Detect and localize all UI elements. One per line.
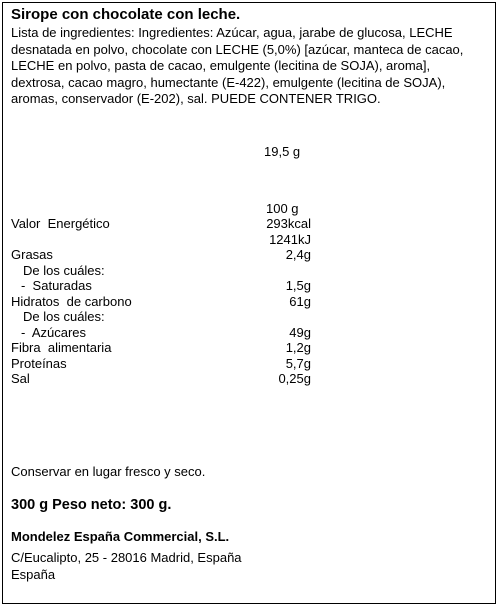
- nutrition-row: [11, 278, 311, 294]
- label-frame: [2, 2, 496, 604]
- nutrient-label: - Saturadas: [21, 278, 92, 293]
- ingredients-line: desnatada en polvo, chocolate con LECHE (5,0%) [azúcar, manteca de cacao,: [11, 41, 464, 57]
- address-line: España: [11, 567, 56, 582]
- product-title: Sirope con chocolate con leche.: [11, 6, 241, 23]
- nutrient-label: Sal: [11, 371, 30, 386]
- nutrient-value: 1,5g: [285, 278, 311, 293]
- company-name: Mondelez España Commercial, S.L.: [11, 529, 230, 544]
- ingredients-line: LECHE en polvo, pasta de cacao, emulgente (lecitina de SOJA), aroma],: [11, 58, 431, 73]
- nutrient-value: 5,7g: [285, 355, 311, 371]
- net-weight: 300 g Peso neto: 300 g.: [11, 497, 172, 513]
- nutrient-label: Grasas: [11, 247, 53, 262]
- storage-instructions: Conservar en lugar fresco y seco.: [11, 464, 206, 479]
- nutrient-label: Fibra alimentaria: [11, 340, 112, 355]
- nutrition-row: [11, 309, 311, 325]
- nutrient-value: 1,2g: [285, 340, 311, 355]
- per-100g-header: 100 g: [266, 201, 299, 216]
- nutrient-value: 2,4g: [285, 247, 311, 262]
- ingredients-line: Lista de ingredientes: Ingredientes: Azúcar, agua, jarabe de glucosa, LECHE: [11, 25, 453, 40]
- address-line: C/Eucalipto, 25 - 28016 Madrid, España: [11, 550, 242, 565]
- ingredients-line: aromas, conservador (E-202), sal. PUEDE CONTENER TRIGO.: [11, 91, 381, 106]
- nutrition-row: [11, 325, 311, 341]
- nutrition-row: [11, 247, 311, 263]
- nutrient-value: 293kcal: [266, 216, 311, 231]
- nutrient-value: 61g: [289, 293, 311, 309]
- ingredients-line: dextrosa, cacao magro, humectante (E-422), emulgente (lecitina de SOJA),: [11, 74, 446, 90]
- portion-size: 19,5 g: [264, 144, 301, 159]
- nutrient-value: 49g: [289, 324, 311, 340]
- ingredients-list: [11, 25, 493, 108]
- nutrient-label: Hidratos de carbono: [11, 293, 132, 309]
- nutrient-label: - Azúcares: [21, 324, 87, 340]
- nutrition-row: [11, 340, 311, 356]
- nutrition-row: [11, 371, 311, 387]
- nutrient-value: 0,25g: [278, 371, 311, 386]
- nutrition-row: [11, 216, 311, 232]
- company-address: [11, 549, 242, 583]
- nutrition-table: [11, 216, 311, 387]
- nutrient-label: De los cuáles:: [23, 309, 105, 324]
- nutrient-value: 1241kJ: [269, 231, 311, 247]
- nutrition-row: [11, 294, 311, 310]
- nutrition-row: [11, 232, 311, 248]
- nutrient-label: Proteínas: [11, 355, 67, 371]
- nutrition-row: [11, 356, 311, 372]
- nutrient-label: Valor Energético: [11, 216, 110, 231]
- nutrition-row: [11, 263, 311, 279]
- nutrient-label: De los cuáles:: [23, 262, 105, 278]
